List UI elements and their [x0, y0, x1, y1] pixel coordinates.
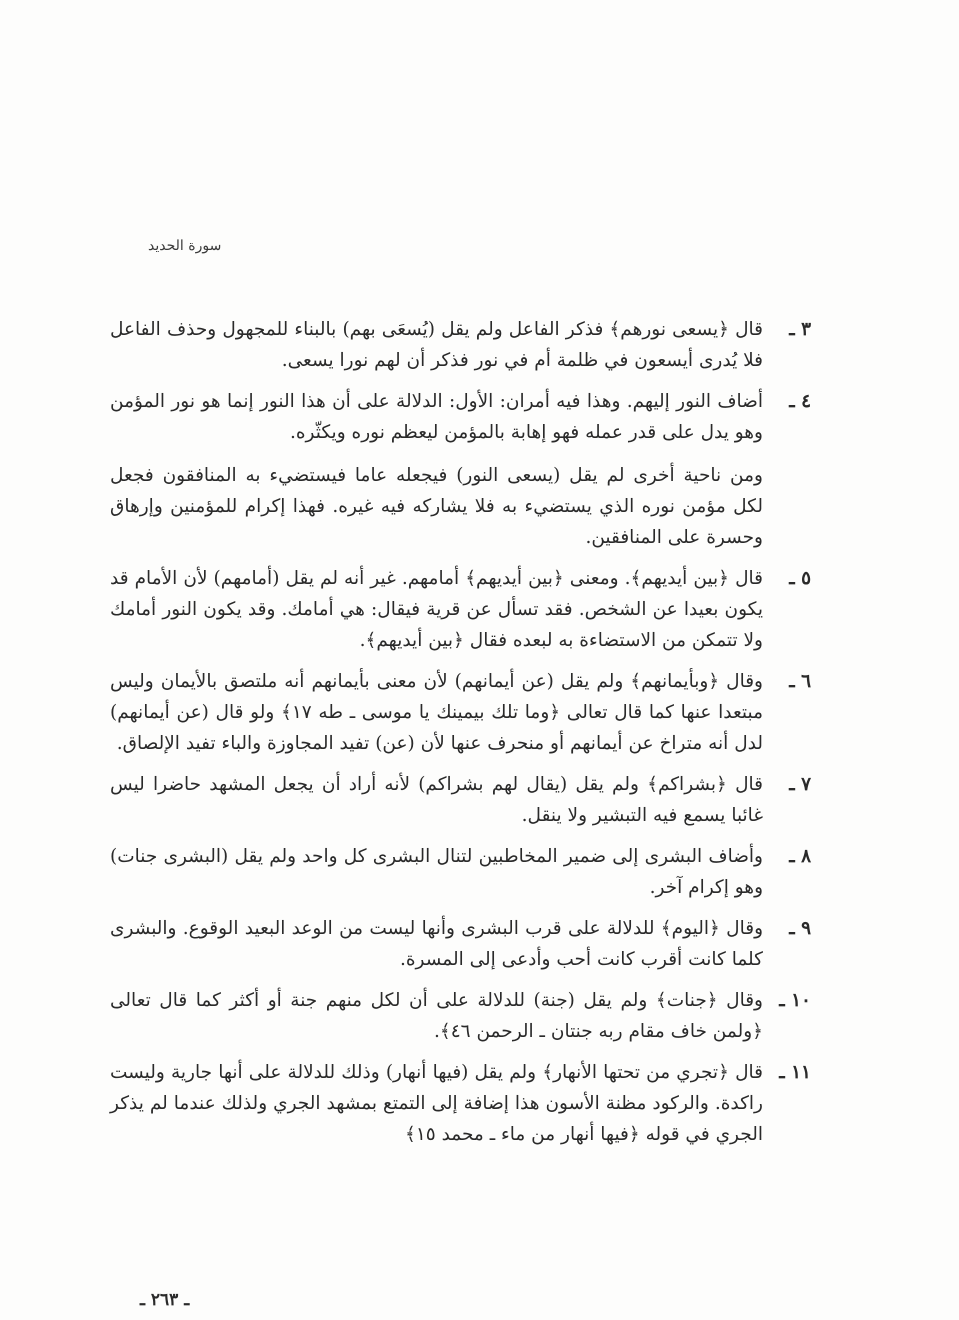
page-number: ـ ٢٦٣ ـ	[140, 1290, 190, 1310]
item-text: قال ﴿تجري من تحتها الأنهار﴾ ولم يقل (فيها أنهار) وذلك للدلالة على أنها جارية وليست راكدة. والركود مظنة الأسون هذا إضافة إلى التمتع بمشهد الجري ولذلك عندما لم يذكر الجري في قوله ﴿فيها أنهار من ماء ـ محمد ١٥﴾	[110, 1062, 763, 1145]
list-item	[110, 666, 811, 759]
item-text: وقال ﴿وبأيمانهم﴾ ولم يقل (عن أيمانهم) لأن معنى بأيمانهم أنه ملتصق بالأيمان وليس مبتعدا عنها كما قال تعالى ﴿وما تلك بيمينك يا موسى ـ طه ١٧﴾ ولو قال (عن أيمانهم) لدل أنه متراخ عن أيمانهم أو منحرف عنها لأن (عن) تفيد المجاوزة والباء تفيد الإلصاق.	[110, 671, 764, 754]
list-item	[110, 841, 811, 903]
item-text: قال ﴿بشراكم﴾ ولم يقل (يقال لهم بشراكم) لأنه أراد أن يجعل المشهد حاضرا ليس غائبا يسمع فيه التبشير ولا ينقل.	[110, 774, 763, 826]
item-text: وقال ﴿جنات﴾ ولم يقل (جنة) للدلالة على أن لكل منهم جنة أو أكثر كما قال تعالى ﴿ولمن خاف مقام ربه جنتان ـ الرحمن ٤٦﴾.	[110, 990, 763, 1042]
item-text-continued: ومن ناحية أخرى لم يقل (يسعى النور) فيجعله عاما فيستضيء به المنافقون فجعل لكل مؤمن نوره الذي يستضيء به فلا يشاركه فيه غيره. فهذا إكرام للمؤمنين وإرهاق وحسرة على المنافقين.	[110, 465, 763, 548]
item-number: ٤ ـ	[789, 391, 811, 412]
item-text: أضاف النور إليهم. وهذا فيه أمران: الأول: الدلالة على أن هذا النور إنما هو نور المؤمن وهو يدل على قدر عمله فهو إهابة بالمؤمن ليعظم نوره ويكثّره.	[110, 391, 763, 443]
item-number: ٣ ـ	[789, 319, 811, 340]
list-item	[110, 769, 811, 831]
list-item	[110, 314, 811, 376]
list-item	[110, 913, 811, 975]
item-text: قال ﴿يسعى نورهم﴾ فذكر الفاعل ولم يقل (يُسعَى بهم) بالبناء للمجهول وحذف الفاعل فلا يُدرى أيسعون في ظلمة أم في نور فذكر أن لهم نورا يسعى.	[110, 319, 763, 371]
item-text: وأضاف البشرى إلى ضمير المخاطبين لتنال البشرى كل واحد ولم يقل (البشرى جنات) وهو إكرام آخر.	[110, 846, 763, 898]
running-header: سورة الحديد	[148, 238, 222, 254]
item-number: ٦ ـ	[789, 671, 811, 692]
list-item	[110, 386, 811, 553]
item-text: وقال ﴿اليوم﴾ للدلالة على قرب البشرى وأنها ليست من الوعد البعيد الوقوع. والبشرى كلما كانت أقرب كانت أحب وأدعى إلى المسرة.	[110, 918, 763, 970]
item-number: ٧ ـ	[789, 774, 811, 795]
list-item	[110, 563, 811, 656]
item-number: ٩ ـ	[789, 918, 811, 939]
item-number: ١١ ـ	[779, 1062, 811, 1083]
list-item	[110, 985, 811, 1047]
list-item	[110, 1057, 811, 1150]
item-number: ٨ ـ	[789, 846, 811, 867]
body-text	[110, 314, 811, 1160]
item-text: قال ﴿بين أيديهم﴾. ومعنى ﴿بين أيديهم﴾ أمامهم. غير أنه لم يقل (أمامهم) لأن الأمام قد يكون بعيدا عن الشخص. فقد تسأل عن قرية فيقال: هي أمامك. وقد يكون النور أمامك ولا تتمكن من الاستضاءة به لبعده فقال ﴿بين أيديهم﴾.	[110, 568, 763, 651]
item-number: ٥ ـ	[789, 568, 811, 589]
item-number: ١٠ ـ	[779, 990, 811, 1011]
